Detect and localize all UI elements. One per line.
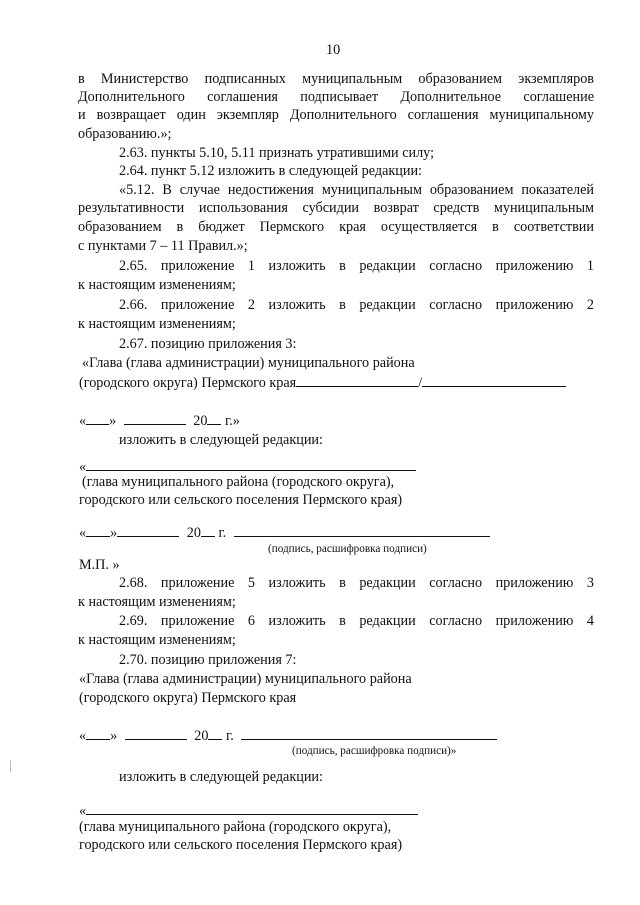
day-blank [86, 411, 109, 425]
text-line: городского или сельского поселения Пермского края) [79, 492, 403, 508]
item-2-66-cont: к настоящим изменениям; [78, 316, 236, 332]
signature-caption: (подпись, расшифровка подписи)» [292, 745, 457, 757]
text-line: (городского округа) Пермского края [79, 690, 297, 706]
year: 20 [186, 525, 201, 541]
item-2-67: 2.67. позицию приложения 3: [119, 336, 297, 352]
text-line: городского или сельского поселения Пермского края) [79, 837, 403, 853]
signature-caption: (подпись, расшифровка подписи) [268, 543, 427, 555]
year-blank [207, 411, 221, 425]
text-line: Дополнительного соглашения подписывает Дополнительное соглашение [78, 89, 594, 105]
quote-close: » [109, 413, 117, 429]
item-2-69-cont: к настоящим изменениям; [78, 632, 236, 648]
title-blank [86, 801, 418, 815]
quote-open: « [79, 728, 87, 744]
year: 20 [194, 728, 209, 744]
quote-open: « [79, 803, 87, 819]
text-line: (глава муниципального района (городского округа), [79, 819, 392, 835]
text-line [79, 373, 566, 392]
text-line: «5.12. В случае недостижения муниципальным образованием показателей [119, 182, 594, 198]
month-blank [124, 411, 186, 425]
text-line: с пунктами 7 – 11 Правил.»; [78, 238, 248, 254]
name-blank [422, 373, 566, 387]
title-text: (городского округа) Пермского края [79, 375, 297, 391]
instruction: изложить в следующей редакции: [119, 432, 323, 448]
text-line: образованием в бюджет Пермского края осуществляется в соответствии [78, 219, 594, 235]
item-2-65-cont: к настоящим изменениям; [78, 277, 236, 293]
item-2-65: 2.65. приложение 1 изложить в редакции согласно приложению 1 [119, 258, 594, 274]
instruction: изложить в следующей редакции: [119, 769, 323, 785]
month-blank [117, 523, 179, 537]
text-line: «Глава (глава администрации) муниципального района [79, 671, 412, 687]
quote-close: » [110, 525, 118, 541]
year: 20 [193, 413, 208, 429]
month-blank [125, 726, 187, 740]
item-2-64: 2.64. пункт 5.12 изложить в следующей редакции: [119, 163, 422, 179]
text-line: и возвращает один экземпляр Дополнительного соглашения муниципальному [78, 107, 594, 123]
item-2-68-cont: к настоящим изменениям; [78, 594, 236, 610]
signature-blank [241, 726, 497, 740]
item-2-68: 2.68. приложение 5 изложить в редакции согласно приложению 3 [119, 575, 594, 591]
day-blank [86, 523, 110, 537]
year-suffix: г.» [225, 413, 240, 429]
year-suffix: г. [226, 728, 234, 744]
signature-blank [234, 523, 490, 537]
quote-open: « [79, 525, 87, 541]
year-suffix: г. [218, 525, 227, 541]
quote-open: « [79, 413, 87, 429]
scan-artifact [10, 760, 11, 772]
item-2-66: 2.66. приложение 2 изложить в редакции согласно приложению 2 [119, 297, 594, 313]
text-line: в Министерство подписанных муниципальным образованием экземпляров [78, 71, 594, 87]
quote-close: » [110, 728, 118, 744]
item-2-69: 2.69. приложение 6 изложить в редакции согласно приложению 4 [119, 613, 594, 629]
text-line: результативности использования субсидии возврат средств муниципальным [78, 200, 594, 216]
page-number: 10 [326, 42, 341, 58]
day-blank [86, 726, 110, 740]
date-line [79, 411, 240, 430]
text-line: «Глава (глава администрации) муниципального района [82, 355, 415, 371]
text-line: (глава муниципального района (городского округа), [82, 474, 395, 490]
stamp-mark: М.П. » [79, 557, 120, 573]
item-2-70: 2.70. позицию приложения 7: [119, 652, 297, 668]
text-line: образованию.»; [78, 126, 172, 142]
slash: / [418, 375, 423, 391]
year-blank [208, 726, 222, 740]
quote-open: « [79, 459, 87, 475]
year-blank [201, 523, 215, 537]
item-2-63: 2.63. пункты 5.10, 5.11 признать утратившими силу; [119, 145, 435, 161]
signature-blank [296, 373, 418, 387]
title-blank [86, 457, 416, 471]
